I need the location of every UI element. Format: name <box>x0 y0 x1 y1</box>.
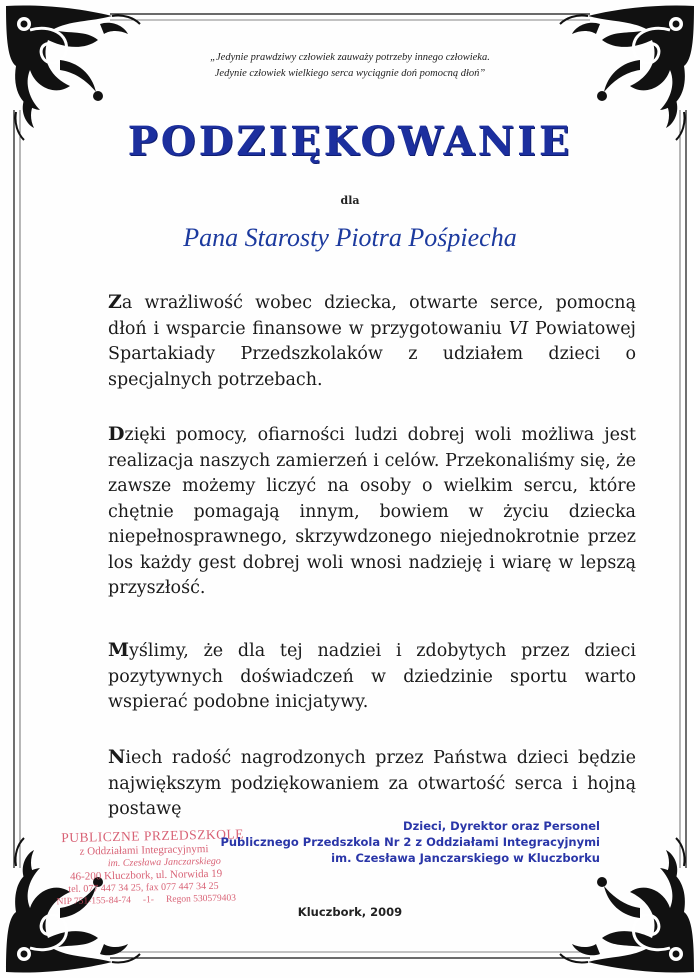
paragraph-initial: Z <box>108 291 122 313</box>
stamp-regon: Regon 530579403 <box>165 893 237 905</box>
stamp-nip: NIP 751-155-84-74 <box>56 895 132 908</box>
stamp-line-2: z Oddziałami Integracyjnymi <box>79 843 209 858</box>
paragraph-text: zięki pomocy, ofiarności ludzi dobrej woli możliwa jest realizacja naszych zamierzeń i celów. Przekonaliśmy się, że zawsze możemy liczyć na osoby o wielkim sercu, które chętnie pomagają innym, bowiem w życiu dziecka niepełnosprawnego, skrzywdzonego niejednokrotnie przez los każdy gest dobrej woli wnosi nadzieję i wiarę w lepszą przyszłość. <box>108 425 636 598</box>
paragraph-roman-numeral: VI <box>508 318 529 339</box>
signature-line-2: Publicznego Przedszkola Nr 2 z Oddziałami Integracyjnymi <box>220 835 600 849</box>
paragraph-text: yślimy, że dla tej nadziei i zdobytych przez dzieci pozytywnych doświadczeń w dziedzinie sportu warto wspierać podobne inicjatywy. <box>108 641 636 712</box>
paragraph-initial: M <box>108 639 130 661</box>
stamp-number: -1- <box>142 895 155 906</box>
paragraph-1 <box>108 290 636 393</box>
for-word: dla <box>340 194 360 207</box>
stamp-line-5: tel. 077 447 34 25, fax 077 447 34 25 <box>68 880 219 895</box>
motto-line-1: „Jedynie prawdziwy człowiek zauważy potrzeby innego człowieka. <box>210 52 490 63</box>
motto-quote <box>150 50 550 82</box>
stamp-line-1: PUBLICZNE PRZEDSZKOLE <box>61 826 245 846</box>
place-date: Kluczbork, 2009 <box>297 905 403 919</box>
stamp-line-4: 46-200 Kluczbork, ul. Norwida 19 <box>69 867 223 883</box>
paragraph-text: iech radość nagrodzonych przez Państwa dzieci będzie największym podziękowaniem za otwartość serca i hojną postawę <box>108 748 636 819</box>
motto-line-2: Jedynie człowiek wielkiego serca wyciągnie doń pomocną dłoń” <box>214 68 486 79</box>
page-title: PODZIĘKOWANIE <box>127 118 573 165</box>
signature-line-1: Dzieci, Dyrektor oraz Personel <box>403 819 600 833</box>
paragraph-2 <box>108 422 636 602</box>
signature-block <box>200 818 600 866</box>
signature-line-3: im. Czesława Janczarskiego w Kluczborku <box>331 851 600 865</box>
paragraph-text: a wrażliwość wobec dziecka, otwarte serce, pomocną dłoń i wsparcie finansowe w przygotowaniu <box>108 293 636 339</box>
paragraph-4 <box>108 745 636 823</box>
paragraph-initial: D <box>108 423 125 445</box>
paragraph-3 <box>108 638 636 716</box>
paragraph-text: Powiatowej Spartakiady Przedszkolaków z udziałem dzieci o specjalnych potrzebach. <box>108 318 636 390</box>
recipient-name: Pana Starosty Piotra Pośpiecha <box>183 223 517 252</box>
stamp-line-3: im. Czesława Janczarskiego <box>107 855 221 870</box>
paragraph-initial: N <box>108 746 126 768</box>
